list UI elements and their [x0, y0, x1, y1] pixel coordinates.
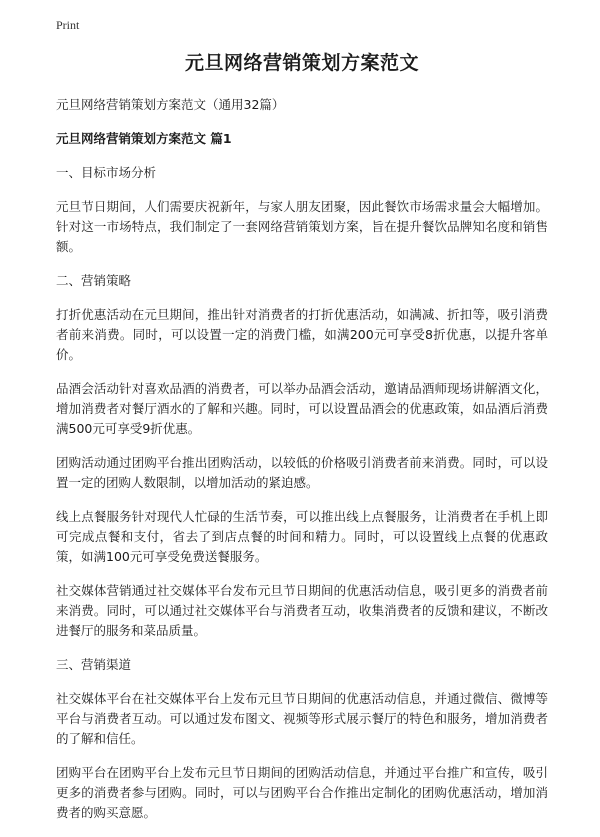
paragraph: 团购活动通过团购平台推出团购活动，以较低的价格吸引消费者前来消费。同时，可以设置一定的团购人数限制，以增加活动的紧迫感。 — [56, 455, 548, 490]
document-subtitle: 元旦网络营销策划方案范文（通用32篇） — [56, 97, 285, 112]
paragraph: 社交媒体营销通过社交媒体平台发布元旦节日期间的优惠活动信息，吸引更多的消费者前来消费。同时，可以通过社交媒体平台与消费者互动，收集消费者的反馈和建议，不断改进餐厅的服务和菜品质量。 — [56, 583, 548, 638]
print-label: Print — [56, 18, 80, 32]
section-market-analysis — [56, 163, 548, 257]
document-body — [56, 48, 548, 837]
paragraph: 团购平台在团购平台上发布元旦节日期间的团购活动信息，并通过平台推广和宣传，吸引更多的消费者参与团购。同时，可以与团购平台合作推出定制化的团购优惠活动，增加消费者的购买意愿。 — [56, 765, 548, 820]
section-heading: 一、目标市场分析 — [56, 165, 157, 180]
paragraph: 打折优惠活动在元旦期间，推出针对消费者的打折优惠活动，如满减、折扣等，吸引消费者前来消费。同时，可以设置一定的消费门槛，如满200元可享受8折优惠，以提升客单价。 — [56, 307, 548, 362]
paragraph: 社交媒体平台在社交媒体平台上发布元旦节日期间的优惠活动信息，并通过微信、微博等平台与消费者互动。可以通过发布图文、视频等形式展示餐厅的特色和服务，增加消费者的了解和信任。 — [56, 691, 548, 746]
section-heading: 二、营销策略 — [56, 273, 132, 288]
paragraph: 品酒会活动针对喜欢品酒的消费者，可以举办品酒会活动，邀请品酒师现场讲解酒文化，增加消费者对餐厅酒水的了解和兴趣。同时，可以设置品酒会的优惠政策，如品酒后消费满500元可享受9折优惠。 — [56, 381, 548, 436]
document-title: 元旦网络营销策划方案范文 — [184, 52, 419, 74]
paragraph: 线上点餐服务针对现代人忙碌的生活节奏，可以推出线上点餐服务，让消费者在手机上即可完成点餐和支付，省去了到店点餐的时间和精力。同时，可以设置线上点餐的优惠政策，如满100元可享受免费送餐服务。 — [56, 509, 548, 564]
section-heading: 三、营销渠道 — [56, 657, 132, 672]
part-title: 元旦网络营销策划方案范文 篇1 — [56, 131, 232, 146]
section-marketing-strategy — [56, 271, 548, 641]
paragraph: 元旦节日期间，人们需要庆祝新年，与家人朋友团聚，因此餐饮市场需求量会大幅增加。针对这一市场特点，我们制定了一套网络营销策划方案，旨在提升餐饮品牌知名度和销售额。 — [56, 199, 548, 254]
section-marketing-channels — [56, 655, 548, 823]
